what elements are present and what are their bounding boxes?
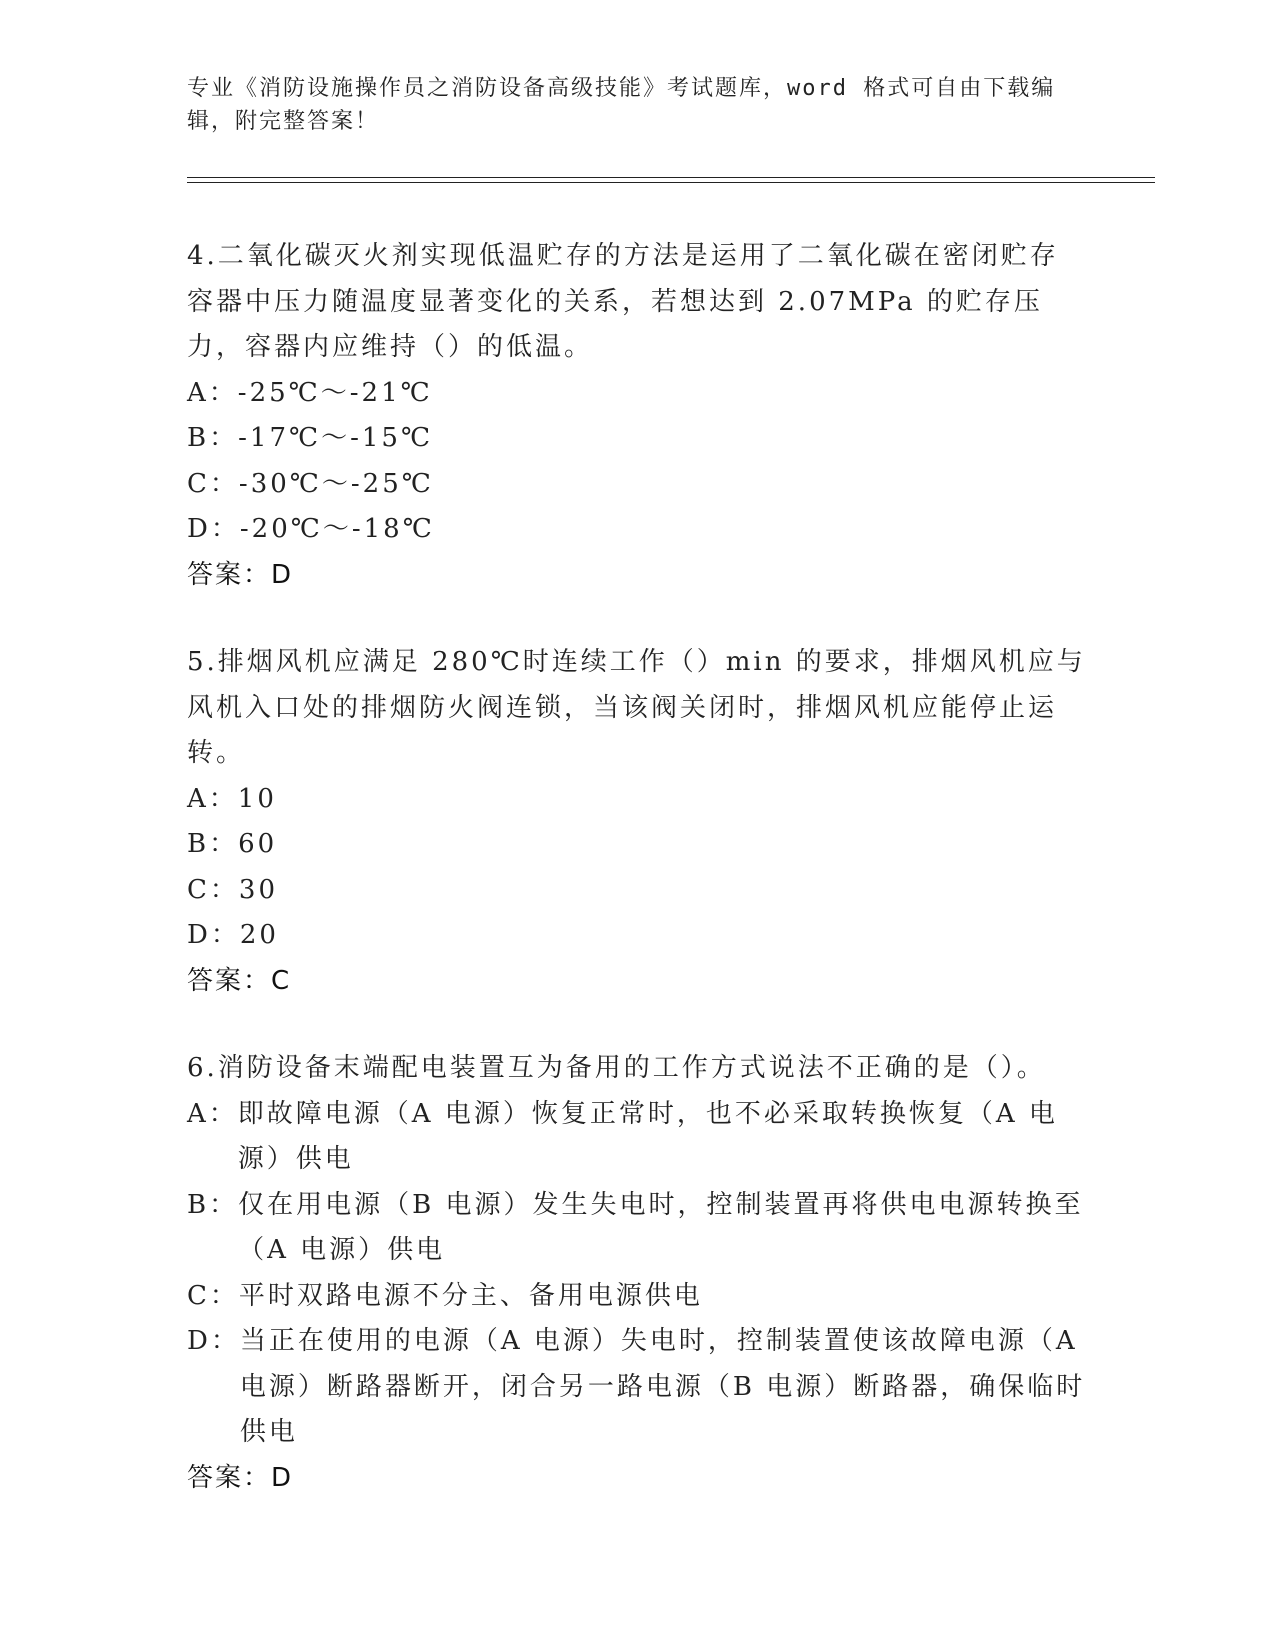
answer-line (187, 553, 1087, 599)
option-b: B ： 60 (187, 822, 1087, 868)
option-letter: C (187, 1280, 210, 1311)
option-letter: B (187, 423, 210, 453)
option-letter: B (187, 1189, 210, 1220)
option-letter: A (187, 1098, 209, 1129)
option-b: B ： -17℃～-15℃ (187, 416, 1087, 462)
question-text: 6.消防设备末端配电装置互为备用的工作方式说法不正确的是（）。 (187, 1053, 1046, 1083)
answer-label: 答案： (187, 965, 272, 996)
option-letter: D (187, 514, 211, 544)
option-d: D ： 20 (187, 913, 1087, 959)
option-text: 即故障电源（A 电源）恢复正常时，也不必采取转换恢复（A 电源）供电 (237, 1098, 1058, 1174)
header-rule-bottom (187, 182, 1155, 183)
answer-value: D (271, 559, 294, 590)
option-letter: C (187, 874, 210, 905)
answer-label: 答案： (187, 1462, 272, 1493)
answer-value: D (271, 1462, 294, 1493)
question-4 (187, 234, 1087, 598)
option-d: D ： 当正在使用的电源（A 电源）失电时，控制装置使该故障电源（A 电源）断路器断开，闭合另一路电源（B 电源）断路器，确保临时供电 (187, 1319, 1087, 1456)
option-text: 60 (238, 829, 278, 859)
document-header: 专业《消防设施操作员之消防设备高级技能》考试题库，word 格式可自由下载编辑，附完整答案！ (187, 76, 1056, 134)
option-text: 10 (237, 783, 277, 814)
option-text: -25℃～-21℃ (237, 377, 433, 408)
question-list (187, 234, 1087, 1543)
option-a: A ： 10 (187, 777, 1087, 823)
question-text: 4.二氧化碳灭火剂实现低温贮存的方法是运用了二氧化碳在密闭贮存容器中压力随温度显著变化的关系，若想达到 2.07MPa 的贮存压力，容器内应维持（）的低温。 (187, 241, 1059, 362)
option-text: -30℃～-25℃ (238, 468, 434, 499)
option-text: -20℃～-18℃ (239, 514, 435, 544)
option-text: 30 (238, 874, 279, 905)
question-6 (187, 1046, 1087, 1501)
answer-line (187, 959, 1087, 1005)
option-letter: A (187, 783, 209, 814)
option-c: C ： 30 (187, 868, 1087, 914)
option-text: 仅在用电源（B 电源）发生失电时，控制装置再将供电电源转换至（A 电源）供电 (238, 1189, 1084, 1265)
answer-value: C (271, 965, 292, 996)
question-text: 5.排烟风机应满足 280℃时连续工作（）min 的要求，排烟风机应与风机入口处的排烟防火阀连锁，当该阀关闭时，排烟风机应能停止运转。 (187, 647, 1086, 768)
option-letter: A (187, 377, 209, 408)
option-text: 20 (239, 920, 279, 950)
option-letter: B (187, 829, 210, 859)
option-b: B ： 仅在用电源（B 电源）发生失电时，控制装置再将供电电源转换至（A 电源）供电 (187, 1183, 1087, 1274)
option-text: 当正在使用的电源（A 电源）失电时，控制装置使该故障电源（A 电源）断路器断开，闭合另一路电源（B 电源）断路器，确保临时供电 (239, 1326, 1086, 1447)
option-letter: D (187, 1326, 211, 1356)
option-c: C ： -30℃～-25℃ (187, 462, 1087, 508)
option-c: C ： 平时双路电源不分主、备用电源供电 (187, 1274, 1087, 1320)
header-rule-top (187, 177, 1155, 178)
option-d: D ： -20℃～-18℃ (187, 507, 1087, 553)
question-5 (187, 640, 1087, 1004)
option-text: -17℃～-15℃ (238, 423, 434, 453)
option-letter: D (187, 920, 211, 950)
answer-label: 答案： (187, 559, 272, 590)
option-a: A ： -25℃～-21℃ (187, 371, 1087, 417)
answer-line (187, 1456, 1087, 1502)
option-letter: C (187, 468, 210, 499)
option-text: 平时双路电源不分主、备用电源供电 (238, 1280, 703, 1311)
option-a: A ： 即故障电源（A 电源）恢复正常时，也不必采取转换恢复（A 电源）供电 (187, 1092, 1087, 1183)
